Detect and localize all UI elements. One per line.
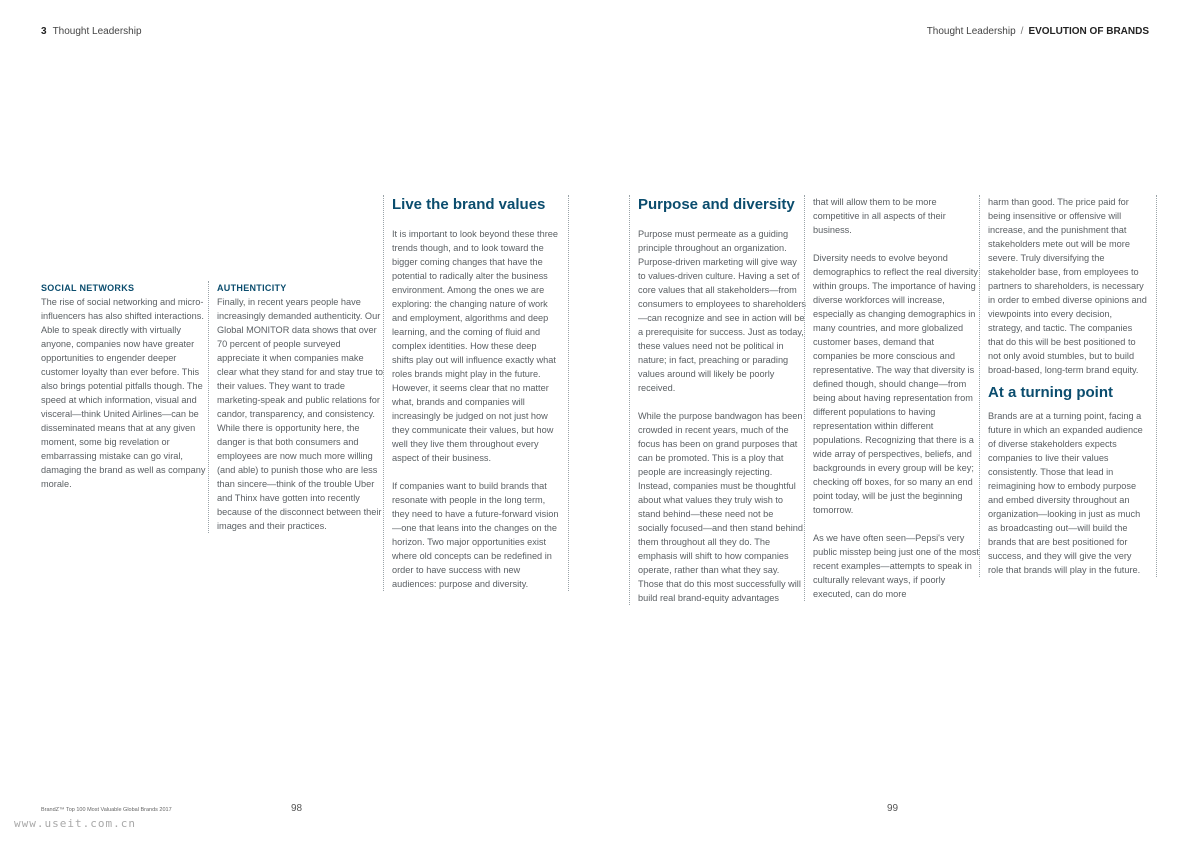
authenticity-column bbox=[208, 281, 385, 533]
social-networks-column bbox=[41, 281, 206, 491]
live-values-paragraph-1: It is important to look beyond these three trends though, and to look toward the bigger coming changes that have the potential to radically alter the business environment. Among the ones we are exploring: the changing nature of work and employment, algorithms and deep learning, and the coming of fluid and complex identities. How these deep shifts play out will influence exactly what roles brands might play in the future. However, it seems clear that no matter what, brands and companies will increasingly be judged on not just how they communicate their values, but how well they live them throughout every aspect of their business. bbox=[392, 229, 558, 463]
header-section: Thought Leadership bbox=[52, 26, 142, 37]
live-values-paragraph-2: If companies want to build brands that resonate with people in the long term, they need to have a future-forward vision—one that leans into the changes on the horizon. Two major opportunities exist where old concepts can be redefined in order to have success with new audiences: purpose and diversity. bbox=[392, 481, 559, 589]
footer-note: BrandZ™ Top 100 Most Valuable Global Brands 2017 bbox=[41, 807, 172, 813]
turning-point-paragraph-2: Brands are at a turning point, facing a future in which an expanded audience of diverse stakeholders expects companies to live their values consistently. Those that lead in reimagining how to embody purpose and embed diversity throughout an organization—looking in just as much as broadcasting out—will build the brands that are best positioned for success, and they will give the very role that brands will play in the future. bbox=[988, 411, 1143, 575]
authenticity-heading: AUTHENTICITY bbox=[217, 283, 287, 293]
purpose-column bbox=[629, 195, 806, 605]
breadcrumb-section: Thought Leadership bbox=[926, 26, 1016, 37]
header-left bbox=[41, 26, 142, 37]
live-values-heading: Live the brand values bbox=[392, 196, 546, 213]
authenticity-text: Finally, in recent years people have increasingly demanded authenticity. Our Global MONITOR data shows that over 70 percent of people surveyed appreciate it when companies make clear what they stand for and stay true to their values. They want to trade marketing-speak and public relations for candor, transparency, and consistency. While there is opportunity here, the danger is that both consumers and employees are now much more willing (and able) to punish those who are less than sincere—think of the trouble Uber and Thinx have gotten into recently because of the disconnect between their images and their practices. bbox=[217, 297, 383, 531]
diversity-paragraph-1: that will allow them to be more competitive in all aspects of their business. bbox=[813, 197, 946, 235]
page-number-right: 99 bbox=[887, 803, 899, 814]
purpose-paragraph-2: While the purpose bandwagon has been crowded in recent years, much of the focus has been on grand purposes that can be promoted. This is a ploy that people are increasingly rejecting. Instead, companies must be thoughtful about what values they truly wish to stand behind—these need not be socially focused—and then stand behind them throughout all they do. The emphasis will shift to how companies operate, rather than what they say. Those that do this most successfully will build real brand-equity advantages bbox=[638, 411, 803, 603]
breadcrumb bbox=[927, 26, 1149, 37]
breadcrumb-title: EVOLUTION OF BRANDS bbox=[1028, 26, 1149, 37]
social-networks-heading: SOCIAL NETWORKS bbox=[41, 283, 135, 293]
breadcrumb-separator: / bbox=[1020, 26, 1024, 37]
page-number-left: 98 bbox=[291, 803, 303, 814]
turning-point-paragraph-1: harm than good. The price paid for being insensitive or offensive will increase, and the punishment that stakeholders mete out will be more severe. Truly diversifying the stakeholder base, from employees to partners to shareholders, is necessary in order to embed diverse opinions and viewpoints into every decision, strategy, and tactic. The companies that do this will be best positioned to not only avoid stumbles, but to build broad-based, long-term brand equity. bbox=[988, 197, 1147, 375]
diversity-paragraph-3: As we have often seen—Pepsi's very public misstep being just one of the most recent examples—attempts to speak in culturally relevant ways, if poorly executed, can do more bbox=[813, 533, 979, 599]
social-networks-text: The rise of social networking and micro-influencers has also shifted interactions. Able to speak directly with virtually anyone, companies now have greater opportunities to engender deeper customer loyalty than ever before. This also brings potential pitfalls though. The speed at which information, visual and visceral—think United Airlines—can be disseminated means that at any given moment, some big revelation or embarrassing mistake can go viral, damaging the brand as well as company morale. bbox=[41, 297, 206, 489]
turning-point-heading: At a turning point bbox=[988, 384, 1113, 401]
purpose-heading: Purpose and diversity bbox=[638, 196, 795, 213]
header-page-number: 3 bbox=[41, 26, 47, 37]
diversity-paragraph-2: Diversity needs to evolve beyond demographics to reflect the real diversity within groups. The importance of having diverse workforces will increase, especially as changing demographics in many countries, and more globalized customer bases, demand that companies be more conscious and representative. The way that diversity is defined though, should change—from being about having representation from different populations to having representation within different populations. Recognizing that there is a wide array of perspectives, beliefs, and backgrounds in every group will be key; checking off boxes, for so many an end point today, will be just the beginning tomorrow. bbox=[813, 253, 978, 515]
purpose-paragraph-1: Purpose must permeate as a guiding principle throughout an organization. Purpose-driven marketing will give way to values-driven culture. Having a set of core values that all stakeholders—from consumers to employees to shareholders—can recognize and see in action will be a prerequisite for success. Just as today, these values need not be political in nature; in fact, preaching or parading values around will likely be poorly received. bbox=[638, 229, 807, 393]
watermark: www.useit.com.cn bbox=[14, 817, 136, 830]
live-values-column bbox=[383, 195, 569, 591]
turning-point-column bbox=[979, 195, 1157, 577]
diversity-column bbox=[804, 195, 981, 601]
